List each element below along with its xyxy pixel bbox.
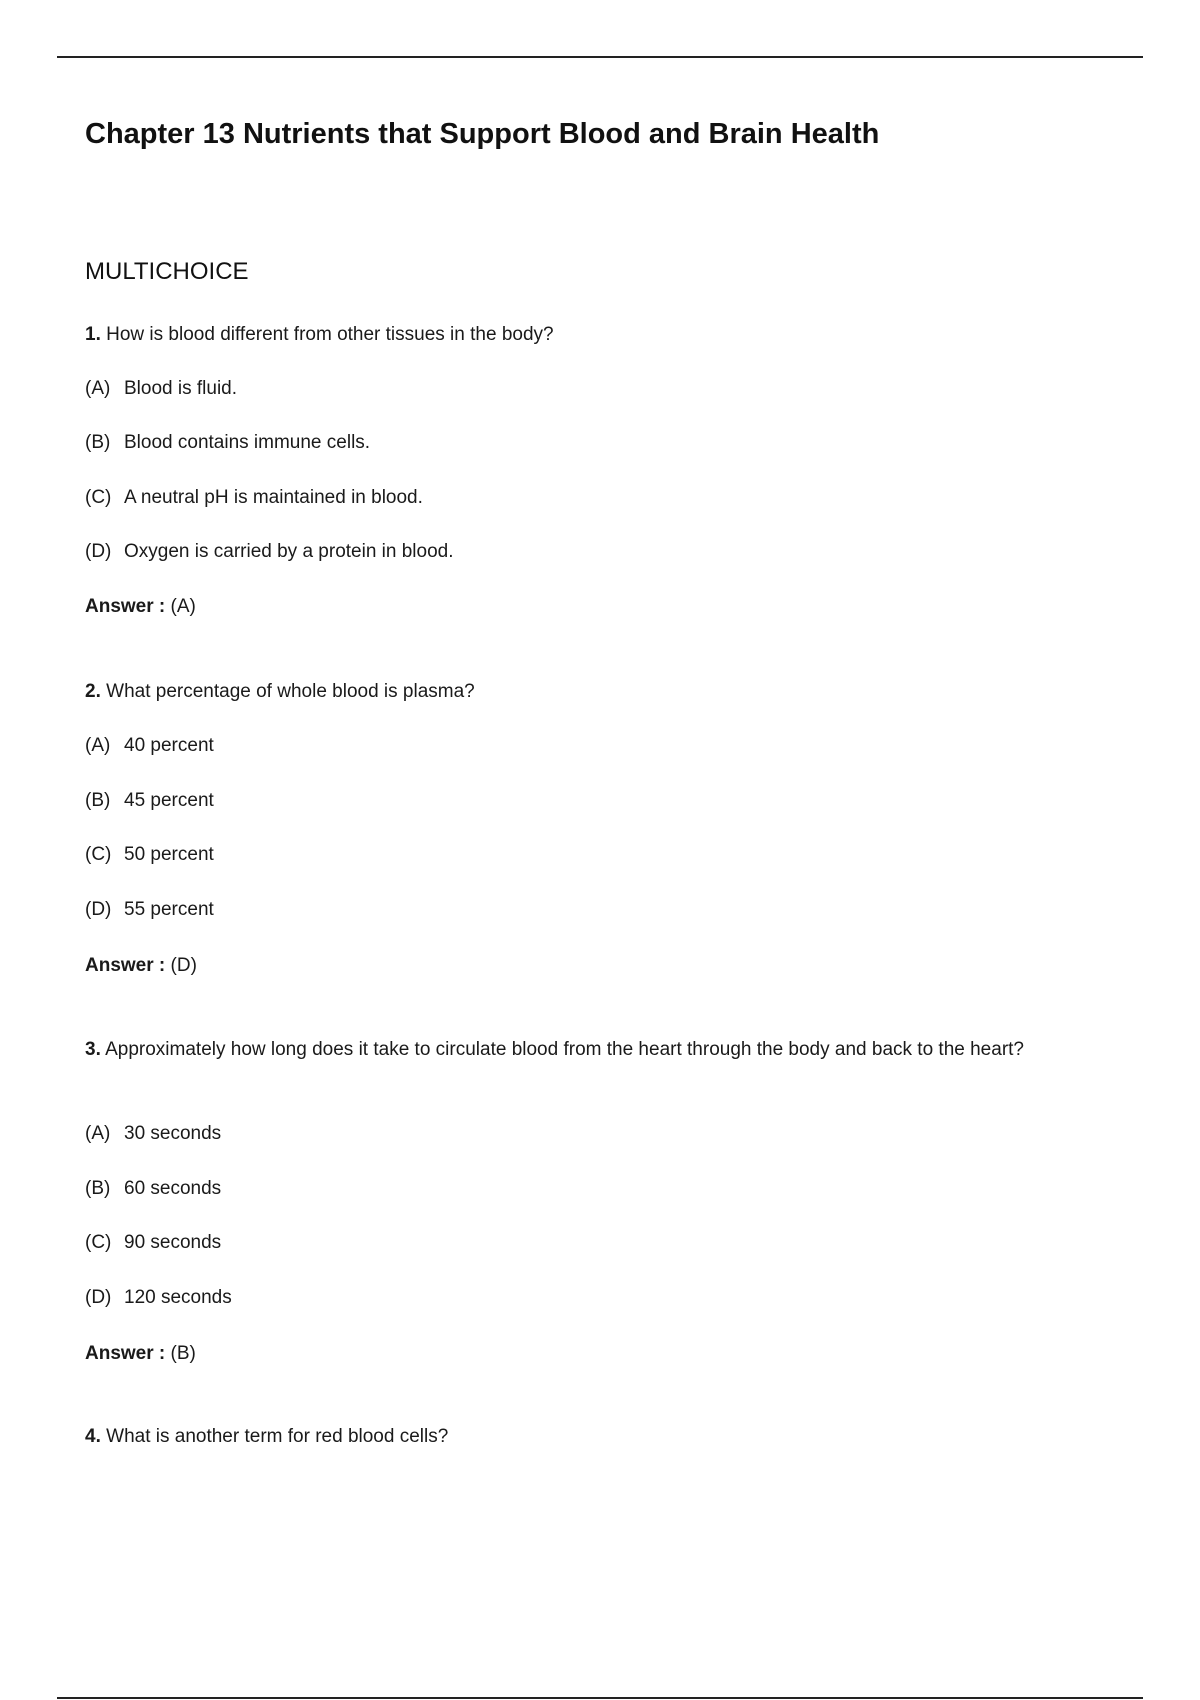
answer-3 [85,1339,196,1369]
option-text: 45 percent [124,790,214,811]
question-3 [85,1035,1075,1065]
option-3b [85,1174,221,1204]
question-number: 2. [85,681,101,702]
option-2c [85,840,214,870]
answer-1 [85,592,196,622]
answer-2 [85,951,197,981]
bottom-rule [57,1697,1143,1699]
option-text: Oxygen is carried by a protein in blood. [124,541,454,562]
answer-value: (A) [170,596,196,617]
answer-value: (D) [170,955,197,976]
option-text: Blood is fluid. [124,378,238,399]
question-text: What percentage of whole blood is plasma? [106,681,475,702]
answer-label: Answer : [85,955,166,976]
option-letter: (C) [85,1232,112,1253]
option-letter: (B) [85,1178,111,1199]
option-text: 55 percent [124,899,214,920]
question-text: Approximately how long does it take to circulate blood from the heart through the body and back to the heart? [105,1039,1024,1060]
answer-label: Answer : [85,596,166,617]
option-text: 40 percent [124,735,214,756]
option-letter: (A) [85,378,111,399]
option-text: 50 percent [124,844,214,865]
option-1c [85,483,423,513]
option-letter: (D) [85,541,112,562]
answer-label: Answer : [85,1343,166,1364]
question-text: How is blood different from other tissues in the body? [106,324,554,345]
option-text: 30 seconds [124,1123,222,1144]
option-3d [85,1283,232,1313]
option-3a [85,1119,221,1149]
option-2a [85,731,214,761]
page-title: Chapter 13 Nutrients that Support Blood and Brain Health [85,118,880,150]
option-2b [85,786,214,816]
question-1 [85,320,1075,350]
option-text: 90 seconds [124,1232,222,1253]
option-letter: (B) [85,790,111,811]
answer-value: (B) [170,1343,196,1364]
question-number: 3. [85,1039,101,1060]
section-title: MULTICHOICE [85,258,249,285]
question-number: 1. [85,324,101,345]
option-text: A neutral pH is maintained in blood. [124,487,423,508]
option-3c [85,1228,221,1258]
option-text: 60 seconds [124,1178,222,1199]
option-letter: (D) [85,1287,112,1308]
option-letter: (C) [85,844,112,865]
option-letter: (B) [85,432,111,453]
option-1d [85,537,454,567]
option-1a [85,374,237,404]
question-text: What is another term for red blood cells? [106,1426,449,1447]
option-1b [85,428,370,458]
option-letter: (D) [85,899,112,920]
option-letter: (A) [85,1123,111,1144]
question-2 [85,677,1075,707]
option-letter: (C) [85,487,112,508]
option-letter: (A) [85,735,111,756]
option-text: 120 seconds [124,1287,232,1308]
question-number: 4. [85,1426,101,1447]
question-4 [85,1422,1075,1452]
option-text: Blood contains immune cells. [124,432,371,453]
top-rule [57,56,1143,58]
option-2d [85,895,214,925]
